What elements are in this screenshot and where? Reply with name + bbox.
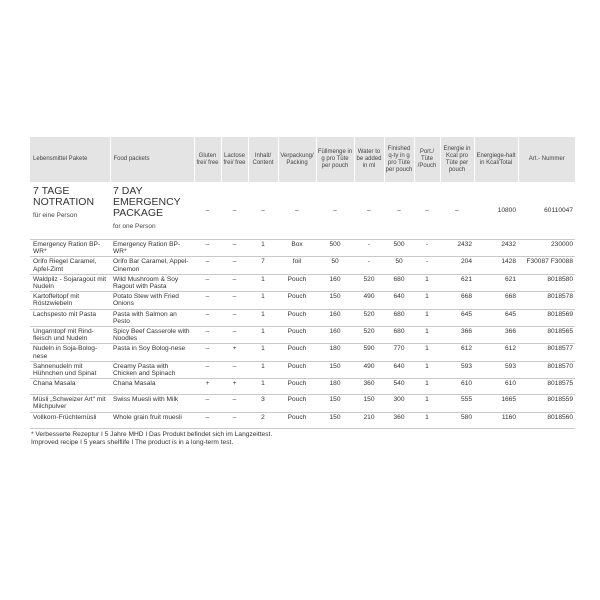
cell-water: 590 bbox=[354, 344, 384, 361]
table-row bbox=[30, 257, 575, 274]
cell-finished: 640 bbox=[384, 292, 414, 309]
cell-energytotal: 366 bbox=[474, 327, 518, 344]
cell-packing: Pouch bbox=[278, 327, 316, 344]
cell-lactose: + bbox=[221, 379, 248, 395]
featured-gluten: – bbox=[194, 182, 221, 240]
cell-food: Spicy Beef Casserole with Noodles bbox=[110, 327, 194, 344]
featured-lactose: – bbox=[221, 182, 248, 240]
cell-name: Waldpilz - Sojaragout mit Nudeln bbox=[30, 274, 110, 291]
cell-packing: Pouch bbox=[278, 274, 316, 291]
cell-energy: 593 bbox=[440, 361, 474, 378]
cell-art: 8018578 bbox=[518, 292, 575, 309]
cell-port: 1 bbox=[414, 361, 440, 378]
table-row bbox=[30, 412, 575, 428]
cell-port: 1 bbox=[414, 327, 440, 344]
cell-content: 3 bbox=[248, 395, 278, 412]
footnote-line-1: * Verbesserte Rezeptur I 5 Jahre MHD I Das Produkt befindet sich im Langzeittest. bbox=[31, 430, 273, 438]
cell-fill: 150 bbox=[316, 292, 354, 309]
header-port: Port./ Tüte /Pouch bbox=[414, 137, 440, 182]
cell-fill: 150 bbox=[316, 412, 354, 428]
cell-gluten: – bbox=[194, 309, 221, 326]
featured-content: – bbox=[248, 182, 278, 240]
cell-water: 210 bbox=[354, 412, 384, 428]
cell-content: 1 bbox=[248, 361, 278, 378]
featured-finished: – bbox=[384, 182, 414, 240]
cell-port: 1 bbox=[414, 344, 440, 361]
cell-lactose: – bbox=[221, 327, 248, 344]
cell-fill: 150 bbox=[316, 395, 354, 412]
table-row bbox=[30, 309, 575, 326]
cell-port: 1 bbox=[414, 379, 440, 395]
cell-water: 520 bbox=[354, 274, 384, 291]
cell-fill: 180 bbox=[316, 344, 354, 361]
cell-name: Vollkorn-Früchtemüsli bbox=[30, 412, 110, 428]
cell-port: - bbox=[414, 240, 440, 257]
cell-name: Lachspesto mit Pasta bbox=[30, 309, 110, 326]
cell-food: Chana Masala bbox=[110, 379, 194, 395]
table-row bbox=[30, 240, 575, 257]
food-packets-table bbox=[30, 137, 575, 429]
featured-packing: – bbox=[278, 182, 316, 240]
cell-food: Whole grain fruit muesli bbox=[110, 412, 194, 428]
table-row bbox=[30, 395, 575, 412]
cell-content: 1 bbox=[248, 292, 278, 309]
table-row bbox=[30, 361, 575, 378]
cell-gluten: – bbox=[194, 274, 221, 291]
cell-energytotal: 1665 bbox=[474, 395, 518, 412]
table-row bbox=[30, 344, 575, 361]
cell-fill: 150 bbox=[316, 361, 354, 378]
cell-packing: Pouch bbox=[278, 379, 316, 395]
cell-gluten: – bbox=[194, 412, 221, 428]
cell-art: 8018577 bbox=[518, 344, 575, 361]
featured-name-sub: für eine Person bbox=[33, 212, 78, 219]
featured-energy: – bbox=[440, 182, 474, 240]
cell-finished: 500 bbox=[384, 240, 414, 257]
featured-row bbox=[30, 182, 575, 240]
cell-gluten: – bbox=[194, 327, 221, 344]
cell-finished: 770 bbox=[384, 344, 414, 361]
cell-fill: 50 bbox=[316, 257, 354, 274]
cell-content: 1 bbox=[248, 327, 278, 344]
cell-packing: Pouch bbox=[278, 344, 316, 361]
cell-gluten: – bbox=[194, 257, 221, 274]
cell-packing: Pouch bbox=[278, 292, 316, 309]
cell-name: Orifo Riegel Caramel, Apfel-Zimt bbox=[30, 257, 110, 274]
cell-art: 8018569 bbox=[518, 309, 575, 326]
cell-port: 1 bbox=[414, 274, 440, 291]
cell-fill: 180 bbox=[316, 379, 354, 395]
cell-fill: 160 bbox=[316, 327, 354, 344]
table-row bbox=[30, 292, 575, 309]
cell-packing: foil bbox=[278, 257, 316, 274]
cell-content: 1 bbox=[248, 240, 278, 257]
cell-lactose: – bbox=[221, 274, 248, 291]
cell-energytotal: 2432 bbox=[474, 240, 518, 257]
cell-food: Swiss Muesli with Milk bbox=[110, 395, 194, 412]
cell-water: - bbox=[354, 240, 384, 257]
featured-food-sub: for one Person bbox=[113, 223, 156, 230]
cell-finished: 540 bbox=[384, 379, 414, 395]
header-water: Water to be added in ml bbox=[354, 137, 384, 182]
cell-port: 1 bbox=[414, 309, 440, 326]
cell-name: Müsli „Schweizer Art“ mit Milchpulver bbox=[30, 395, 110, 412]
cell-port: 1 bbox=[414, 395, 440, 412]
cell-packing: Pouch bbox=[278, 412, 316, 428]
product-table-sheet bbox=[30, 137, 575, 448]
cell-lactose: – bbox=[221, 412, 248, 428]
cell-content: 2 bbox=[248, 412, 278, 428]
cell-energytotal: 668 bbox=[474, 292, 518, 309]
cell-content: 1 bbox=[248, 274, 278, 291]
table-row bbox=[30, 274, 575, 291]
cell-lactose: – bbox=[221, 309, 248, 326]
cell-content: 7 bbox=[248, 257, 278, 274]
cell-art: 8018570 bbox=[518, 361, 575, 378]
cell-packing: Pouch bbox=[278, 361, 316, 378]
header-energy-total: Energiege-halt in Kcal/Total bbox=[474, 137, 518, 182]
cell-food: Creamy Pasta with Chicken and Spinach bbox=[110, 361, 194, 378]
cell-art: 230000 bbox=[518, 240, 575, 257]
header-energy: Energie in Kcal pro Tüte per pouch bbox=[440, 137, 474, 182]
header-paket: Lebensmittel Pakete bbox=[33, 156, 88, 162]
header-gluten: Gluten frei/ free bbox=[194, 137, 221, 182]
cell-art: 8018559 bbox=[518, 395, 575, 412]
cell-name: Nudeln in Soja-Bolog-nese bbox=[30, 344, 110, 361]
cell-energytotal: 1428 bbox=[474, 257, 518, 274]
cell-energytotal: 1160 bbox=[474, 412, 518, 428]
cell-lactose: – bbox=[221, 292, 248, 309]
cell-art: 8018580 bbox=[518, 274, 575, 291]
cell-food: Emergency Ration BP-WR* bbox=[110, 240, 194, 257]
featured-water: – bbox=[354, 182, 384, 240]
cell-water: 360 bbox=[354, 379, 384, 395]
cell-energy: 366 bbox=[440, 327, 474, 344]
cell-lactose: – bbox=[221, 395, 248, 412]
cell-art: 8018560 bbox=[518, 412, 575, 428]
cell-energy: 580 bbox=[440, 412, 474, 428]
cell-food: Pasta in Soy Bolog-nese bbox=[110, 344, 194, 361]
cell-energytotal: 610 bbox=[474, 379, 518, 395]
table-row bbox=[30, 327, 575, 344]
cell-water: 520 bbox=[354, 327, 384, 344]
cell-name: Emergency Ration BP-WR* bbox=[30, 240, 110, 257]
cell-energy: 621 bbox=[440, 274, 474, 291]
featured-fill: – bbox=[316, 182, 354, 240]
cell-finished: 680 bbox=[384, 309, 414, 326]
cell-content: 1 bbox=[248, 309, 278, 326]
cell-finished: 680 bbox=[384, 327, 414, 344]
cell-fill: 500 bbox=[316, 240, 354, 257]
cell-energy: 204 bbox=[440, 257, 474, 274]
cell-water: 490 bbox=[354, 361, 384, 378]
header-food: Food packets bbox=[110, 137, 194, 182]
cell-name: Chana Masala bbox=[30, 379, 110, 395]
cell-energytotal: 645 bbox=[474, 309, 518, 326]
cell-energy: 668 bbox=[440, 292, 474, 309]
cell-lactose: – bbox=[221, 240, 248, 257]
cell-content: 1 bbox=[248, 344, 278, 361]
cell-gluten: – bbox=[194, 240, 221, 257]
cell-port: 1 bbox=[414, 292, 440, 309]
cell-gluten: – bbox=[194, 361, 221, 378]
cell-gluten: + bbox=[194, 379, 221, 395]
header-row bbox=[30, 137, 575, 182]
cell-fill: 160 bbox=[316, 274, 354, 291]
cell-fill: 160 bbox=[316, 309, 354, 326]
cell-finished: 50 bbox=[384, 257, 414, 274]
cell-packing: Pouch bbox=[278, 395, 316, 412]
header-art: Art.- Nummer bbox=[518, 137, 575, 182]
table-row bbox=[30, 379, 575, 395]
cell-energy: 2432 bbox=[440, 240, 474, 257]
featured-art: 60110047 bbox=[518, 182, 575, 240]
cell-energy: 555 bbox=[440, 395, 474, 412]
cell-port: - bbox=[414, 257, 440, 274]
cell-art: F30087 F30088 bbox=[518, 257, 575, 274]
cell-packing: Pouch bbox=[278, 309, 316, 326]
header-fill: Füllmenge in g pro Tüte per pouch bbox=[316, 137, 354, 182]
featured-food-title: 7 DAY EMERGENCY PACKAGE bbox=[113, 185, 181, 219]
cell-food: Wild Mushroom & Soy Ragout with Pasta bbox=[110, 274, 194, 291]
cell-gluten: – bbox=[194, 292, 221, 309]
cell-energy: 612 bbox=[440, 344, 474, 361]
cell-finished: 680 bbox=[384, 274, 414, 291]
header-lactose: Lactose frei/ free bbox=[221, 137, 248, 182]
cell-finished: 300 bbox=[384, 395, 414, 412]
featured-energy-total: 10800 bbox=[474, 182, 518, 240]
cell-water: 490 bbox=[354, 292, 384, 309]
header-content: Inhalt/ Content bbox=[248, 137, 278, 182]
cell-lactose: – bbox=[221, 257, 248, 274]
cell-water: - bbox=[354, 257, 384, 274]
cell-gluten: – bbox=[194, 344, 221, 361]
cell-art: 8018565 bbox=[518, 327, 575, 344]
cell-water: 150 bbox=[354, 395, 384, 412]
cell-food: Pasta with Salmon an Pesto bbox=[110, 309, 194, 326]
cell-content: 1 bbox=[248, 379, 278, 395]
cell-port: 1 bbox=[414, 412, 440, 428]
cell-art: 8018575 bbox=[518, 379, 575, 395]
featured-name-cell bbox=[30, 182, 110, 240]
cell-gluten: – bbox=[194, 395, 221, 412]
header-finished: Finished q-ty in g pro Tüte per pouch bbox=[384, 137, 414, 182]
cell-lactose: – bbox=[221, 361, 248, 378]
cell-energy: 645 bbox=[440, 309, 474, 326]
featured-port: – bbox=[414, 182, 440, 240]
featured-name-title: 7 TAGE NOTRATION bbox=[33, 185, 95, 208]
cell-name: Kartoffeltopf mit Röstzwiebeln bbox=[30, 292, 110, 309]
cell-food: Potato Stew with Fried Onions bbox=[110, 292, 194, 309]
header-packing: Verpackung/ Packing bbox=[278, 137, 316, 182]
footnote bbox=[30, 431, 575, 448]
cell-name: Ungarntopf mit Rind-fleisch und Nudeln bbox=[30, 327, 110, 344]
cell-packing: Box bbox=[278, 240, 316, 257]
cell-energy: 610 bbox=[440, 379, 474, 395]
cell-energytotal: 612 bbox=[474, 344, 518, 361]
cell-energytotal: 593 bbox=[474, 361, 518, 378]
cell-lactose: + bbox=[221, 344, 248, 361]
featured-food-cell bbox=[110, 182, 194, 240]
footnote-line-2: Improved recipe I 5 years shelflife I The product is in a long-term test. bbox=[31, 439, 234, 447]
cell-energytotal: 621 bbox=[474, 274, 518, 291]
cell-food: Orifo Bar Caramel, Appel-Cinemon bbox=[110, 257, 194, 274]
cell-finished: 640 bbox=[384, 361, 414, 378]
cell-water: 520 bbox=[354, 309, 384, 326]
cell-finished: 360 bbox=[384, 412, 414, 428]
cell-name: Sahnenudeln mit Hühnchen und Spinat bbox=[30, 361, 110, 378]
